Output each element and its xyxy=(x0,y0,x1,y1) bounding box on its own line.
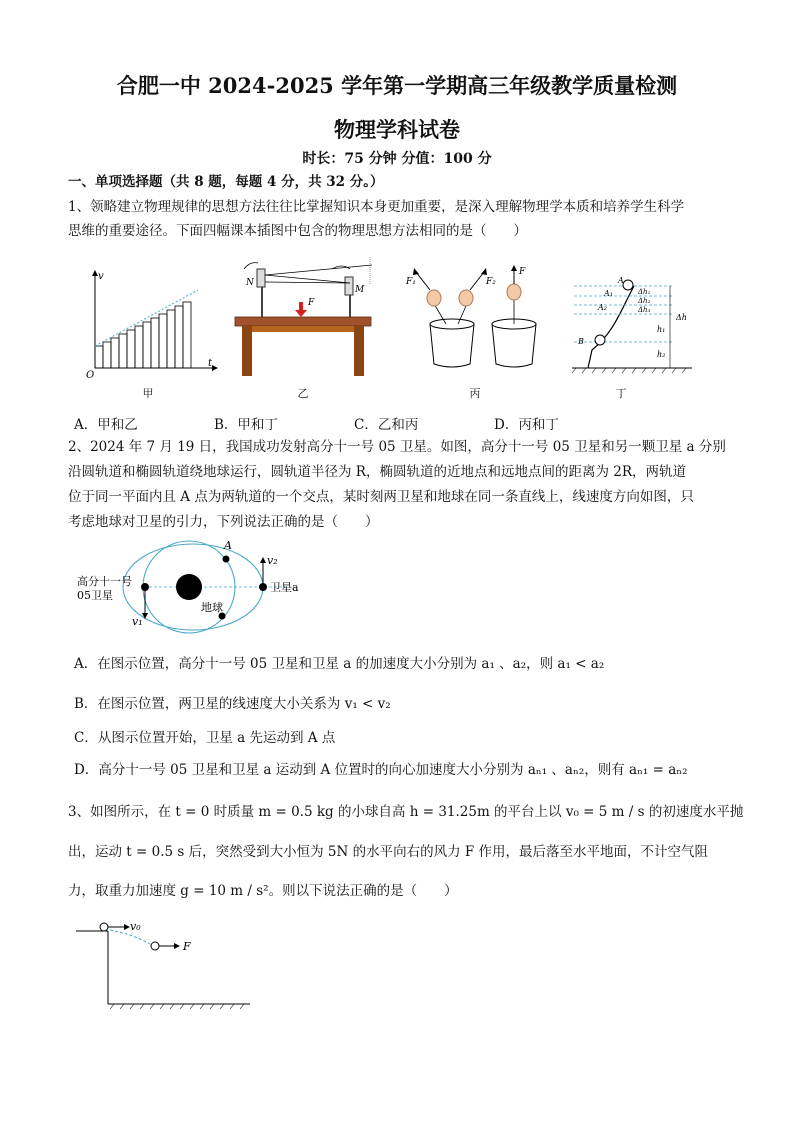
q3-line2: 出，运动 t = 0.5 s 后，突然受到大小恒为 5N 的水平向右的风力 F 作用，最后落至水平地面，不计空气阻 xyxy=(68,844,709,860)
q1-line2: 思维的重要途径。下面四幅课本插图中包含的物理思想方法相同的是（ ） xyxy=(68,223,527,239)
q2-option-a[interactable]: A．在图示位置，高分十一号 05 卫星和卫星 a 的加速度大小分别为 a₁ 、a₂，则 a₁ < a₂ xyxy=(74,656,605,672)
q2-line3: 位于同一平面内且 A 点为两轨道的一个交点，某时刻两卫星和地球在同一条直线上，线速度方向如图，只 xyxy=(68,489,694,505)
figure-q3-platform xyxy=(70,918,260,1013)
q2-line2: 沿圆轨道和椭圆轨道绕地球运行，圆轨道半径为 R，椭圆轨道的近地点和远地点间的距离为 2R，两轨道 xyxy=(68,464,686,480)
caption-yi: 乙 xyxy=(297,387,309,400)
v1-label: v₁ xyxy=(132,615,143,628)
q1-option-b[interactable]: B．甲和丁 xyxy=(214,417,278,433)
figure-q2-orbits xyxy=(74,535,334,643)
v0-label: v₀ xyxy=(130,920,141,933)
q2-option-c[interactable]: C．从图示位置开始，卫星 a 先运动到 A 点 xyxy=(74,730,336,746)
q2-option-d[interactable]: D．高分十一号 05 卫星和卫星 a 运动到 A 位置时的向心加速度大小分别为 aₙ₁ 、aₙ₂，则有 aₙ₁ = aₙ₂ xyxy=(74,762,688,778)
caption-ding: 丁 xyxy=(615,387,627,400)
dh-label: Δh xyxy=(676,313,687,322)
figure-jia-graph xyxy=(80,268,220,383)
dh1-label: Δh₁ xyxy=(638,288,651,296)
v2-label: v₂ xyxy=(267,554,278,567)
h2-label: h₂ xyxy=(657,350,666,359)
h1-label: h₁ xyxy=(657,325,666,334)
wind-force-label: F xyxy=(183,940,191,953)
force-f-label-bing: F xyxy=(519,267,526,277)
sat-name2-label: 05卫星 xyxy=(77,589,113,602)
origin-label: O xyxy=(86,370,95,381)
q2-line1: 2、2024 年 7 月 19 日，我国成功发射高分十一号 05 卫星。如图，高分十一号 05 卫星和另一颗卫星 a 分别 xyxy=(68,439,726,455)
point-a1-label: A₁ xyxy=(604,289,613,298)
sat-a-label: 卫星a xyxy=(270,581,299,594)
q3-line1: 3、如图所示，在 t = 0 时质量 m = 0.5 kg 的小球自高 h = 31.25m 的平台上以 v₀ = 5 m / s 的初速度水平抛 xyxy=(68,804,744,820)
mirror-m-label: M xyxy=(355,285,365,295)
force-f2-label: F₂ xyxy=(486,277,496,287)
dh2-label: Δh₂ xyxy=(638,297,651,305)
exam-subtitle: 物理学科试卷 xyxy=(334,117,460,142)
q1-option-c[interactable]: C．乙和丙 xyxy=(354,417,419,433)
exam-title: 合肥一中 2024-2025 学年第一学期高三年级教学质量检测 xyxy=(116,73,678,98)
earth-label: 地球 xyxy=(201,601,223,614)
figure-ding-track xyxy=(568,272,708,377)
axis-v-label: v xyxy=(98,271,104,282)
q2-option-b[interactable]: B．在图示位置，两卫星的线速度大小关系为 v₁ < v₂ xyxy=(74,696,391,712)
q1-option-d[interactable]: D．丙和丁 xyxy=(494,417,559,433)
q1-option-a[interactable]: A．甲和乙 xyxy=(74,417,138,433)
q2-line4: 考虑地球对卫星的引力，下列说法正确的是（ ） xyxy=(68,514,379,530)
point-a-orbit-label: A xyxy=(224,539,232,552)
q1-line1: 1、领略建立物理规律的思想方法往往比掌握知识本身更加重要，是深入理解物理学本质和培养学生科学 xyxy=(68,199,685,215)
section-heading: 一、单项选择题（共 8 题，每题 4 分，共 32 分。） xyxy=(68,174,384,190)
sat-name-label: 高分十一号 xyxy=(77,575,132,588)
q3-line3: 力，取重力加速度 g = 10 m / s²。则以下说法正确的是（ ） xyxy=(68,883,458,899)
force-f1-label: F₁ xyxy=(406,277,416,287)
caption-bing: 丙 xyxy=(469,387,481,400)
mirror-n-label: N xyxy=(246,278,254,288)
point-b-label: B xyxy=(578,337,584,346)
force-f-label: F xyxy=(308,298,315,308)
caption-jia: 甲 xyxy=(142,387,154,400)
figure-bing-buckets xyxy=(400,262,550,377)
exam-meta: 时长：75 分钟 分值：100 分 xyxy=(302,151,492,167)
point-a-label: A xyxy=(618,276,624,285)
figure-yi-table xyxy=(232,255,377,380)
point-a2-label: A₂ xyxy=(598,303,607,312)
dh3-label: Δh₃ xyxy=(638,306,651,314)
axis-t-label: t xyxy=(208,358,213,369)
